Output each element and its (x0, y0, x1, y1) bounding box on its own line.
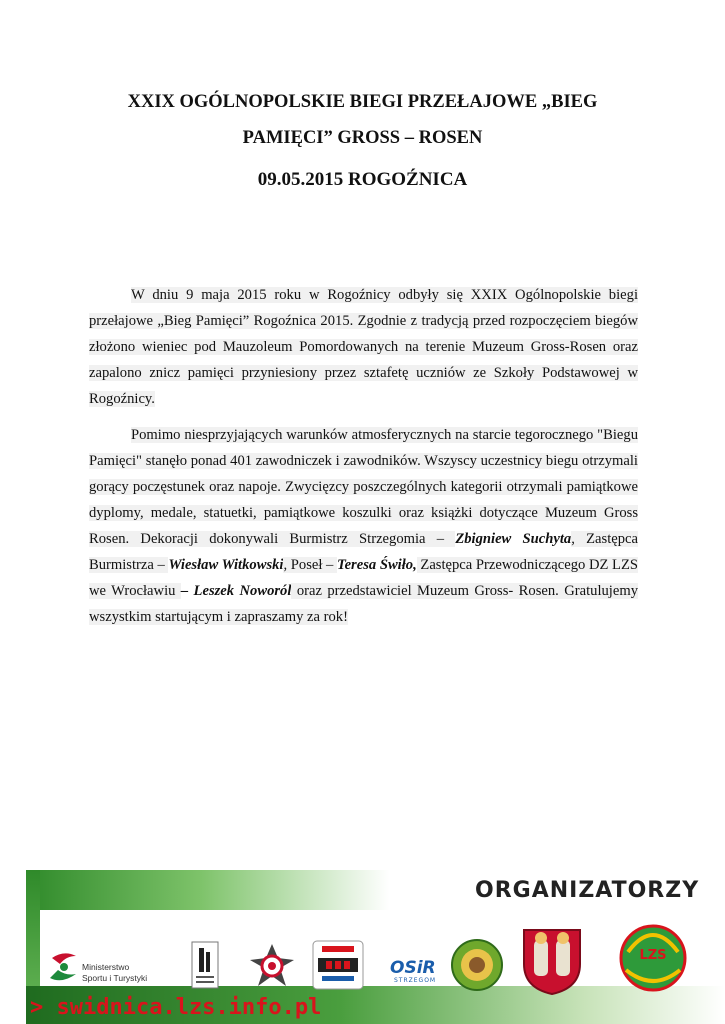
ministry-line-2: Sportu i Turystyki (82, 973, 148, 983)
name-leszek-noworol: – Leszek Noworól (180, 583, 292, 599)
document-subtitle: 09.05.2015 ROGOŹNICA (257, 169, 468, 190)
paragraph-2 (89, 422, 638, 630)
club-logo-icon (450, 938, 504, 992)
ministry-logo-icon (46, 948, 82, 988)
paragraph-2-text-1: Pomimo niesprzyjających warunków atmosferycznych na starcie tegorocznego "Biegu Pamięci" stanęło ponad 401 zawodniczek i zawodników. Wszyscy uczestnicy biegu otrzymali gorący poczęstunek oraz napoje. Zwycięzcy poszczególnych kategorii otrzymali pamiątkowe dyplomy, medale, statuetki, pamiątkowe koszulki oraz książki dotyczące Muzeum Gross Rosen. Dekoracji dokonywali Burmistrz Strzegomia – (89, 427, 638, 547)
lzs-logo-text: LZS (639, 948, 667, 963)
paragraph-1-text: W dniu 9 maja 2015 roku w Rogoźnicy odbyły się XXIX Ogólnopolskie biegi przełajowe „Bieg Pamięci” Rogoźnica 2015. Zgodnie z tradycją przed rozpoczęciem biegów złożono wieniec pod Mauzoleum Pomordowanych na terenie Muzeum Gross-Rosen oraz zapalono znicz pamięci przyniesiony przez sztafetę uczniów ze Szkoły Podstawowej w Rogoźnicy. (89, 287, 638, 407)
name-zbigniew-suchyta: Zbigniew Suchyta (455, 531, 572, 547)
document-title (60, 84, 665, 156)
ministry-name (82, 962, 147, 984)
sck-logo-icon (312, 940, 364, 990)
paragraph-1 (89, 282, 638, 412)
museum-logo-icon (190, 940, 220, 990)
organizers-heading: ORGANIZATORZY (475, 878, 700, 903)
name-wieslaw-witkowski: Wiesław Witkowski (168, 557, 284, 573)
title-line-2: PAMIĘCI” GROSS – ROSEN (242, 128, 483, 148)
paragraph-2-text-2: , Zastępca Burmistrza – (89, 531, 638, 573)
website-link[interactable]: > swidnica.lzs.info.pl (30, 995, 322, 1020)
osir-city: STRZEGOM (394, 977, 437, 984)
name-teresa-swilo: Teresa Świło, (337, 557, 417, 573)
ministry-line-1: Ministerstwo (82, 962, 130, 972)
fire-brigade-logo-icon (248, 942, 296, 990)
paragraph-2-text-3: , Poseł – (283, 557, 337, 573)
organizers-banner (26, 870, 725, 1024)
paragraph-2-text-5: oraz przedstawiciel Muzeum Gross- Rosen. Gratulujemy wszystkim startującym i zapraszamy za rok! (89, 583, 638, 625)
paragraph-2-text-4: Zastępca Przewodniczącego DZ LZS we Wrocławiu (89, 557, 638, 599)
strzegom-coat-of-arms-icon (520, 926, 584, 996)
title-line-1: XXIX OGÓLNOPOLSKIE BIEGI PRZEŁAJOWE „BIEG (127, 92, 598, 112)
osir-logo: OSiR (390, 958, 436, 978)
